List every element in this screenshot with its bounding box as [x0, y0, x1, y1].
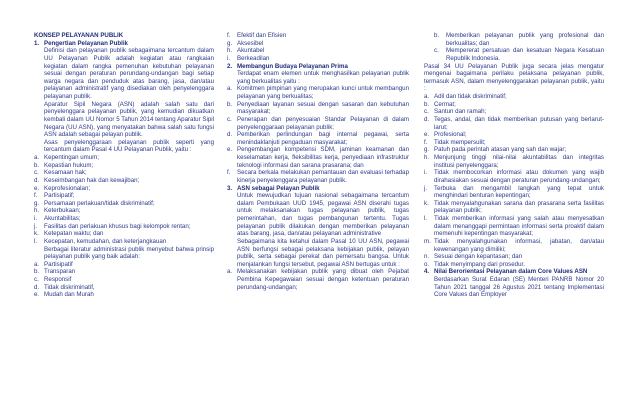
- list-item-text: Terbuka dan mengambil langkah yang tepat untuk menghindari benturan kepentingan;: [434, 184, 604, 200]
- list-item-text: Profesional;: [434, 131, 467, 139]
- list-item-label: o.: [424, 260, 430, 268]
- list-item-text: Partisipatif: [44, 260, 73, 268]
- list-item-text: Tidak menyimpang dari prosedur.: [434, 260, 525, 268]
- list-item-label: a.: [34, 154, 40, 161]
- paragraph: Definisi dan pelayanan publik sebagaimana tercantum dalam UU Pelayanan Publik adalah kegiatan atau rangkaian kegiatan dalam rangka pemenuhan kebutuhan pelayanan sesuai dengan peraturan perundang-undangan bagi setiap warga negara dan penduduk atas barang, jasa, dan/atau pelayanan administratif yang disediakan oleh penyelenggara pelayanan publik.: [44, 47, 214, 100]
- list-item: [227, 40, 409, 48]
- list-item: [424, 253, 604, 261]
- list-item-label: j.: [34, 222, 38, 230]
- list-item-text: Tidak memberikan informasi yang salah atau menyesatkan dalam menanggapi permintaan informasi serta proaktif dalam memenuhi kepentingan masyarakat;: [434, 215, 604, 238]
- list-item: [424, 93, 604, 101]
- list-item: [34, 162, 214, 170]
- list-item-text: Cermat;: [434, 100, 456, 108]
- list-item-text: Persamaan perlakuan/tidak diskriminatif;: [44, 199, 155, 207]
- paragraph: Berdasarkan Surat Edaran (SE) Menteri PANRB Nomor 20 Tahun 2021 tanggal 26 Agustus 2021 tentang Implementasi Core Values dan Employer: [434, 276, 604, 299]
- list-item: [424, 169, 604, 184]
- list-item-text: Patuh pada perintah atasan yang sah dan wajar;: [434, 146, 567, 154]
- list-item-text: Kepentingan umum;: [44, 154, 99, 161]
- list-item-label: g.: [227, 39, 233, 47]
- list-item: [34, 284, 214, 292]
- heading-number: 2.: [227, 62, 233, 70]
- list-item-text: Tegas, andal, dan tidak memberikan putusan yang berlarut-larut;: [434, 115, 604, 131]
- heading-text: Membangun Budaya Pelayanan Prima: [237, 62, 348, 70]
- list-item-text: Keseimbangan hak dan kewajiban;: [44, 176, 140, 184]
- list-item-label: j.: [424, 184, 428, 192]
- list-item-text: Efektif dan Efisien: [237, 32, 287, 39]
- list-item-text: Ketepatan waktu; dan: [44, 230, 104, 238]
- list-item-label: i.: [227, 54, 231, 62]
- list-item: [34, 192, 214, 200]
- list-item: [227, 146, 409, 169]
- list-item-label: f.: [227, 32, 231, 39]
- list-item-text: Penyediaan layanan sesuai dengan sasaran dan kebutuhan masyarakat;: [237, 100, 409, 116]
- list-item-text: Akuntabel: [237, 47, 265, 55]
- list-item-text: Pemberikan perlindungan bagi internal pegawai, serta menindaklanjuti pengaduan masyarakat;: [237, 131, 409, 146]
- section-heading: [34, 32, 214, 40]
- list-item-text: Penerapan dan penyesuaian Standar Pelayanan di dalam penyelenggaraan pelayanan publik;: [237, 115, 409, 131]
- heading-number: 4.: [424, 268, 430, 276]
- paragraph: Asas penyelenggaraan pelayanan publik seperti yang tercantum dalam Pasal 4 UU Pelayanan Publik, yaitu :: [44, 138, 214, 154]
- list-item: [227, 169, 409, 184]
- section-heading: [227, 63, 409, 71]
- list-item-label: i.: [34, 215, 38, 222]
- list-item-text: Kecepatan, kemudahan, dan keterjangkauan: [44, 237, 167, 245]
- list-item-text: Fasilitas dan perlakuan khusus bagi kelompok rentan;: [44, 222, 191, 230]
- list-item-text: Adil dan tidak diskriminatif;: [434, 93, 507, 100]
- list-item-text: Tidak diskriminatif,: [44, 283, 95, 291]
- list-item-label: b.: [34, 268, 40, 276]
- list-item-text: Berkeadilan: [237, 54, 270, 62]
- list-item-label: e.: [424, 131, 430, 139]
- section-heading: [424, 268, 604, 276]
- list-item-label: c.: [34, 169, 39, 177]
- list-item-text: Kesamaan hak;: [44, 169, 87, 177]
- paragraph: Pasal 34 UU Pelayanan Publik juga secara jelas mengatur mengenai bagaimana perilaku pelaksana pelayanan publik, termasuk ASN, dalam menyelenggarakan pelayanan publik, yaitu :: [424, 62, 604, 93]
- list-item: [424, 238, 604, 253]
- list-item: [34, 200, 214, 208]
- list-item-label: a.: [227, 85, 233, 93]
- list-item-text: Menjunjung tinggi nilai-nilai akuntabilitas dan integritas institusi penyelenggara;: [434, 154, 604, 169]
- section-heading: [227, 185, 409, 193]
- list-item-text: Melaksanakan kebijakan publik yang dibuat oleh Pejabat Pembina Kepegawaian sesuai dengan ketentuan peraturan perundang-undangan;: [237, 268, 409, 291]
- list-item-label: c.: [434, 47, 439, 55]
- list-item: [227, 85, 409, 100]
- list-item: [34, 268, 214, 276]
- list-item: [34, 185, 214, 193]
- list-item-text: Mudah dan Murah: [44, 291, 94, 299]
- list-item-label: c.: [424, 108, 429, 116]
- paragraph: Aparatur Sipil Negara (ASN) adalah salah satu dari penyelenggara pelayanan publik, yang kemudian dikuatkan kembali dalam UU Nomor 5 Tahun 2014 tentang Aparatur Sipil Negara (UU ASN), yang menyatakan bahwa salah satu fungsi ASN adalah sebagai pelayan publik.: [44, 100, 214, 139]
- list-item: [424, 185, 604, 200]
- paragraph: Berbagai literatur administrasi publik menyebut bahwa prinsip pelayanan publik yang baik adalah:: [44, 245, 214, 261]
- list-item-label: f.: [227, 169, 231, 177]
- list-item: [424, 116, 604, 131]
- list-item-label: k.: [424, 199, 429, 207]
- list-item-text: Responsif: [44, 276, 72, 283]
- paragraph: Terdapat enam elemen untuk menghasilkan pelayanan publik yang berkualitas yaitu :: [237, 70, 409, 85]
- list-item: [34, 261, 214, 269]
- list-item: [424, 32, 604, 47]
- heading-text: Nilai Berorientasi Pelayanan dalam Core Values ASN: [434, 268, 588, 276]
- heading-text: Pengertian Pelayanan Publik: [44, 39, 128, 47]
- heading-text: KONSEP PELAYANAN PUBLIK: [34, 32, 124, 39]
- list-item-label: c.: [227, 115, 232, 123]
- list-item: [424, 200, 604, 215]
- list-item: [424, 101, 604, 109]
- list-item-text: Secara berkala melakukan pemantauan dan evaluasi terhadap kinerja penyelenggara pelayanan publik.: [237, 169, 409, 184]
- heading-number: 3.: [227, 184, 233, 192]
- list-item: [227, 268, 409, 291]
- list-item: [424, 131, 604, 139]
- list-item-label: a.: [424, 93, 430, 100]
- list-item-label: l.: [424, 215, 428, 222]
- list-item-label: b.: [34, 161, 40, 169]
- list-item-label: b.: [434, 32, 440, 39]
- list-item-label: i.: [424, 169, 428, 177]
- list-item: [424, 154, 604, 169]
- list-item: [34, 291, 214, 299]
- list-item-text: Tidak mempersulit;: [434, 138, 486, 146]
- list-item: [424, 261, 604, 269]
- list-item: [227, 55, 409, 63]
- list-item: [34, 215, 214, 223]
- heading-text: ASN sebagai Pelayan Publik: [237, 184, 320, 192]
- column-left: [34, 32, 214, 299]
- list-item: [424, 108, 604, 116]
- list-item: [227, 116, 409, 131]
- list-item-text: Komitmen pimpinan yang merupakan kunci untuk membangun pelayanan yang berkualitas;: [237, 85, 409, 100]
- list-item-label: l.: [34, 237, 38, 245]
- list-item-label: g.: [424, 146, 430, 154]
- list-item: [227, 131, 409, 146]
- list-item-label: e.: [227, 146, 233, 154]
- list-item-label: h.: [227, 47, 233, 55]
- list-item-text: Keterbukaan;: [44, 207, 81, 215]
- section-heading: [34, 40, 214, 48]
- list-item: [227, 47, 409, 55]
- list-item-label: d.: [34, 283, 40, 291]
- list-item: [34, 230, 214, 238]
- list-item-text: Tidak membocorkan informasi atau dokumen yang wajib dirahasiakan sesuai dengan peraturan perundang-undangan;: [434, 169, 604, 184]
- list-item-label: a.: [34, 260, 40, 268]
- list-item: [34, 177, 214, 185]
- list-item-text: Tidak menyalahgunakan sarana dan prasarana serta fasilitas pelayanan publik;: [434, 199, 604, 215]
- list-item-label: d.: [424, 115, 430, 123]
- list-item-label: k.: [34, 230, 39, 238]
- column-right: [424, 32, 604, 299]
- list-item-text: Santun dan ramah;: [434, 108, 487, 116]
- list-item-text: Kepastian hukum;: [44, 161, 94, 169]
- list-item-text: Pengembangan kompetensi SDM, jaminan keamanan dan keselamatan kerja, fleksibilitas kerja, penyediaan infrastruktur teknologi informasi dan sarana prasarana; dan: [237, 146, 409, 169]
- list-item-label: n.: [424, 253, 430, 261]
- list-item-label: g.: [34, 199, 40, 207]
- list-item-label: b.: [424, 100, 430, 108]
- list-item-label: c.: [34, 276, 39, 283]
- paragraph: Sebagaimana kita ketahui dalam Pasal 10 UU ASN, pegawai ASN berfungsi sebagai pelaksana kebijakan publik, pelayan publik, serta sebagai perekat dan pemersatu bangsa. Untuk menjalankan fungsi tersebut, pegawai ASN bertugas untuk :: [237, 237, 409, 268]
- list-item-text: Transparan: [44, 268, 76, 276]
- list-item-label: b.: [227, 100, 233, 108]
- list-item: [227, 101, 409, 116]
- column-middle: [227, 32, 409, 291]
- list-item: [34, 276, 214, 284]
- list-item-text: Memberikan pelayanan publik yang profesional dan berkualitas; dan: [446, 32, 604, 47]
- list-item-label: h.: [424, 154, 430, 161]
- list-item: [424, 139, 604, 147]
- list-item: [34, 169, 214, 177]
- list-item-label: f.: [424, 138, 428, 146]
- heading-number: 1.: [34, 39, 40, 47]
- paragraph: Untuk mewujudkan tujuan nasional sebagaimana tercantum dalam Pembukaan UUD 1945, pegawai ASN diserahi tugas untuk melaksanakan tugas pelayanan publik, tugas pemerintahan, dan tugas pembangunan tertentu. Tugas pelayanan publik dilakukan dengan memberikan pelayanan atas barang, jasa, dan/atau pelayanan administrative: [237, 192, 409, 238]
- list-item-label: d.: [227, 131, 233, 139]
- list-item-text: Keprofesionalan;: [44, 184, 91, 192]
- list-item-label: e.: [34, 184, 40, 192]
- list-item-label: m.: [424, 237, 431, 245]
- list-item-label: f.: [34, 192, 38, 200]
- list-item: [34, 223, 214, 231]
- list-item-text: Aksesibel: [237, 39, 264, 47]
- list-item-text: Akuntabilitas;: [44, 215, 81, 222]
- list-item-text: Tidak menyalahgunakan informasi, jabatan, dan/atau kewenangan yang dimiliki;: [434, 237, 604, 253]
- list-item: [424, 146, 604, 154]
- list-item: [424, 215, 604, 238]
- list-item-text: Mempererat persatuan dan kesatuan Negara Kesatuan Republik Indonesia.: [446, 47, 604, 62]
- list-item-label: h.: [34, 207, 40, 215]
- list-item-label: d.: [34, 176, 40, 184]
- list-item: [227, 32, 409, 40]
- list-item-label: e.: [34, 291, 40, 299]
- list-item: [34, 238, 214, 246]
- list-item: [424, 47, 604, 62]
- list-item-label: a.: [227, 268, 233, 276]
- list-item-text: Sesuai dengan kepantasan; dan: [434, 253, 523, 261]
- list-item: [34, 207, 214, 215]
- list-item-text: Partisipatif;: [44, 192, 75, 200]
- list-item: [34, 154, 214, 162]
